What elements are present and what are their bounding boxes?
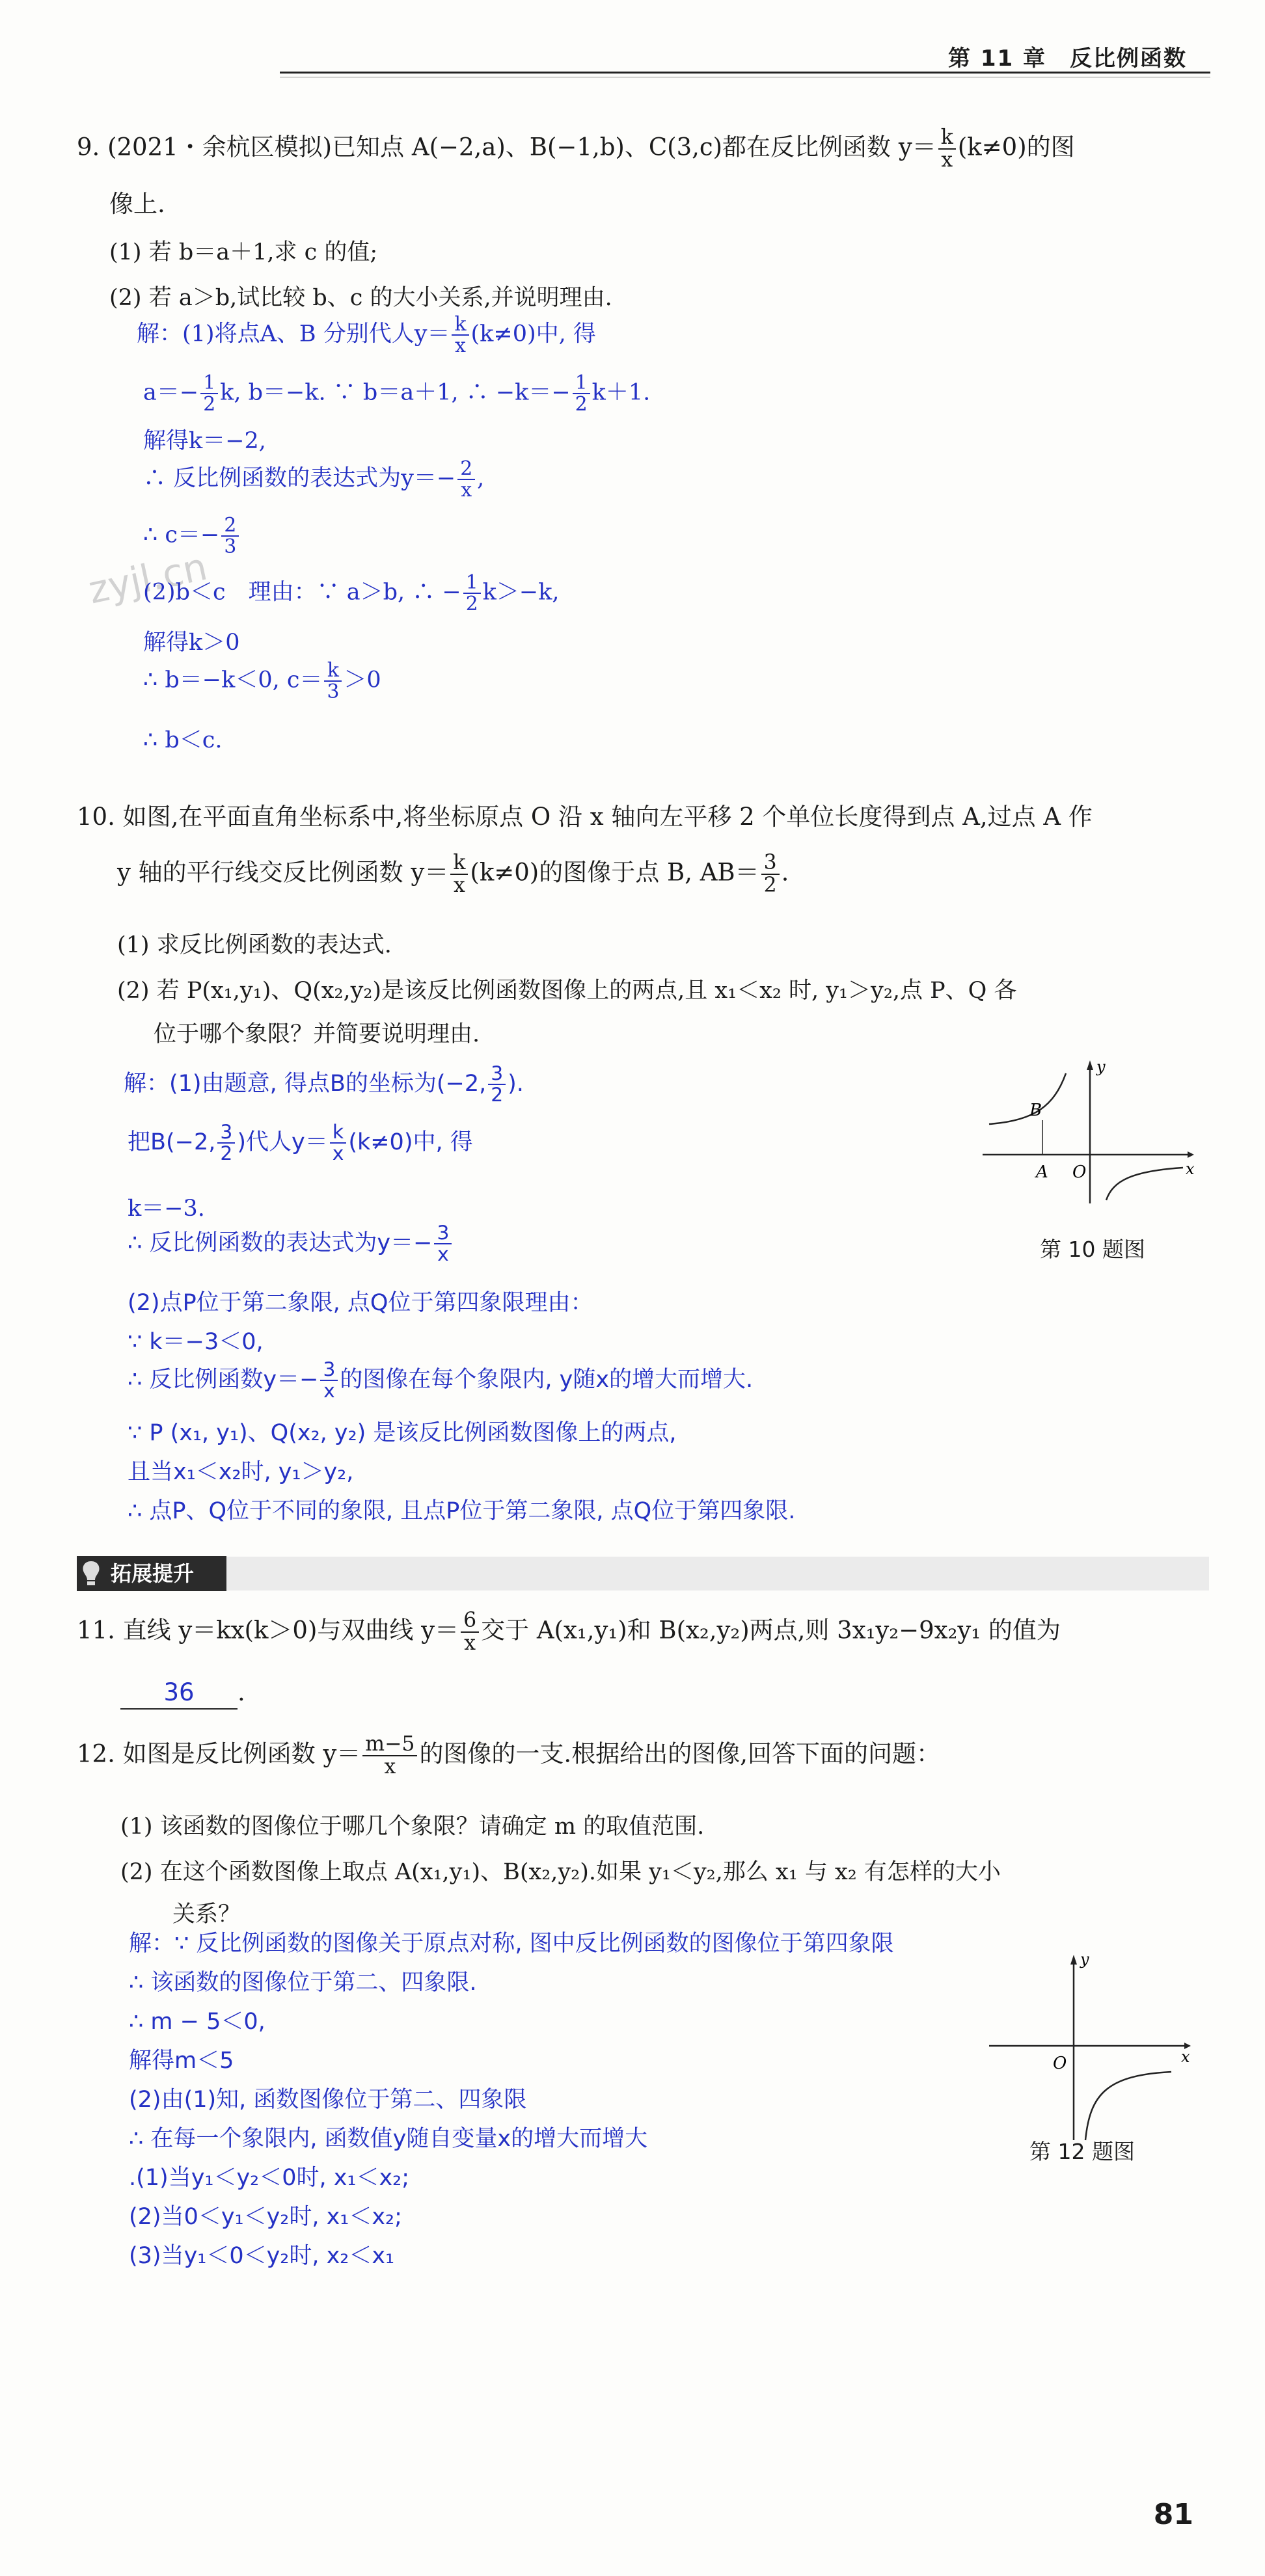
label-b: B	[1029, 1101, 1042, 1120]
q10-ans-l9: 且当x₁＜x₂时, y₁＞y₂,	[128, 1459, 354, 1485]
q11-answer-line: 36 .	[120, 1677, 245, 1710]
label-a: A	[1036, 1162, 1048, 1182]
q12-line1: 12. 如图是反比例函数 y＝ $\frac{m-5}{x}$ 的图像的一支.根据给出的图像,回答下面的问题：	[77, 1732, 940, 1779]
y-axis-arrow	[1087, 1060, 1093, 1070]
page-number: 81	[1153, 2498, 1193, 2531]
label-o: O	[1053, 2054, 1067, 2073]
q9-line2: 像上.	[109, 190, 165, 218]
q12-part1: (1) 该函数的图像位于哪几个象限？请确定 m 的取值范围.	[120, 1814, 705, 1840]
section-tag: 拓展提升	[77, 1556, 226, 1591]
q10-ans-l1: 解：(1)由题意, 得点B的坐标为(−2, $\frac{3}{2}$ ).	[124, 1062, 524, 1107]
q9-ans-l7: 解得k＞0	[143, 630, 240, 656]
q12-part2-l1: (2) 在这个函数图像上取点 A(x₁,y₁)、B(x₂,y₂).如果 y₁＜y₂,那么 x₁ 与 x₂ 有怎样的大小	[120, 1859, 1001, 1885]
watermark: zyjl.cn	[84, 544, 211, 613]
q10-part2-l1: (2) 若 P(x₁,y₁)、Q(x₂,y₂)是该反比例函数图像上的两点,且 x₁＜x₂ 时, y₁＞y₂,点 P、Q 各	[117, 978, 1017, 1004]
q12-part2-l2: 关系？	[172, 1901, 241, 1927]
q10-ans-l6: ∵ k＝−3＜0,	[128, 1329, 264, 1355]
q9-ans-l6: (2)b＜c 理由：∵ a＞b, ∴ − $\frac{1}{2}$ k＞−k,	[143, 571, 560, 616]
q9-ans-l4: ∴ 反比例函数的表达式为y＝− $\frac{2}{x}$ ,	[143, 457, 485, 502]
lightbulb-icon	[81, 1560, 102, 1587]
q12-ans-l1: 解：∵ 反比例函数的图像关于原点对称, 图中反比例函数的图像位于第四象限	[129, 1931, 894, 1957]
q10-line2: y 轴的平行线交反比例函数 y＝ $\frac{k}{x}$ (k≠0)的图像于点 B, AB＝ $\frac{3}{2}$ .	[117, 851, 789, 898]
q10-ans-l5: (2)点P位于第二象限, 点Q位于第四象限理由：	[128, 1290, 593, 1316]
chapter-header: 第 11 章 反比例函数	[948, 46, 1187, 72]
q10-ans-l4: ∴ 反比例函数的表达式为y＝− $\frac{3}{x}$	[128, 1223, 454, 1265]
q10-ans-l2: 把B(−2, $\frac{3}{2}$ )代人y＝ $\frac{k}{x}$ (k≠0)中, 得	[128, 1121, 473, 1166]
q12-ans-l5: (2)由(1)知, 函数图像位于第二、四象限	[129, 2087, 527, 2113]
q12-ans-l3: ∴ m − 5＜0,	[129, 2009, 265, 2035]
y-axis-arrow	[1070, 1955, 1077, 1965]
label-o: O	[1072, 1162, 1087, 1182]
q9-part1: (1) 若 b＝a＋1,求 c 的值;	[109, 239, 378, 265]
label-y: y	[1096, 1058, 1106, 1076]
label-x: x	[1181, 2048, 1190, 2066]
q9-ans-l3: 解得k＝−2,	[143, 428, 266, 454]
q9-line1: 9. (2021・余杭区模拟)已知点 A(−2,a)、B(−1,b)、C(3,c)都在反比例函数 y＝ $\frac{k}{x}$ (k≠0)的图	[77, 126, 1075, 172]
q10-ans-l8: ∵ P (x₁, y₁)、Q(x₂, y₂) 是该反比例函数图像上的两点,	[128, 1420, 677, 1446]
q9-fraction: $\frac{k}{x}$	[938, 127, 956, 171]
section-band	[77, 1557, 1209, 1590]
branch-quadrant-4	[1106, 1168, 1183, 1200]
q10-ans-l3: k＝−3.	[128, 1196, 205, 1222]
x-axis-arrow	[1188, 1151, 1194, 1158]
q9-part2: (2) 若 a＞b,试比较 b、c 的大小关系,并说明理由.	[109, 285, 612, 311]
q12-ans-l7: .(1)当y₁＜y₂＜0时, x₁＜x₂;	[129, 2165, 409, 2191]
q11-answer[interactable]: 36	[120, 1677, 238, 1710]
q12-ans-l9: (3)当y₁＜0＜y₂时, x₂＜x₁	[129, 2243, 395, 2269]
q10-figure	[976, 1054, 1197, 1210]
q10-part1: (1) 求反比例函数的表达式.	[117, 932, 392, 958]
q12-figure	[983, 1945, 1197, 2153]
q10-ans-l10: ∴ 点P、Q位于不同的象限, 且点P位于第二象限, 点Q位于第四象限.	[128, 1498, 796, 1524]
q9-ans-l8: ∴ b＝−k＜0, c＝ $\frac{k}{3}$ ＞0	[143, 659, 381, 704]
q9-ans-l1: 解：(1)将点A、B 分别代人y＝ $\frac{k}{x}$ (k≠0)中, 得	[137, 313, 596, 358]
branch-quadrant-4	[1085, 2072, 1171, 2140]
q12-ans-l4: 解得m＜5	[129, 2048, 234, 2074]
q12-ans-l8: (2)当0＜y₁＜y₂时, x₁＜x₂;	[129, 2204, 402, 2230]
q12-ans-l2: ∴ 该函数的图像位于第二、四象限.	[129, 1970, 477, 1996]
q9-ans-l2: a＝− $\frac{1}{2}$ k, b＝−k. ∵ b＝a＋1, ∴ −k＝− $\frac{1}{2}$ k＋1.	[143, 371, 651, 416]
branch-quadrant-2	[989, 1073, 1066, 1124]
q12-figure-caption: 第 12 题图	[1029, 2139, 1135, 2164]
q10-ans-l7: ∴ 反比例函数y＝− $\frac{3}{x}$ 的图像在每个象限内, y随x的增大而增大.	[128, 1358, 754, 1403]
q10-figure-caption: 第 10 题图	[1040, 1237, 1145, 1262]
label-x: x	[1186, 1160, 1195, 1178]
header-rule	[280, 72, 1210, 74]
q9-ans-l5: ∴ c＝− $\frac{2}{3}$	[143, 515, 241, 557]
label-y: y	[1080, 1950, 1089, 1968]
q10-line1: 10. 如图,在平面直角坐标系中,将坐标原点 O 沿 x 轴向左平移 2 个单位长度得到点 A,过点 A 作	[77, 803, 1093, 831]
q11-line1: 11. 直线 y＝kx(k＞0)与双曲线 y＝ $\frac{6}{x}$ 交于 A(x₁,y₁)和 B(x₂,y₂)两点,则 3x₁y₂−9x₂y₁ 的值为	[77, 1609, 1061, 1656]
q10-part2-l2: 位于哪个象限？并简要说明理由.	[154, 1021, 480, 1047]
q12-ans-l6: ∴ 在每一个象限内, 函数值y随自变量x的增大而增大	[129, 2126, 648, 2152]
q9-ans-l9: ∴ b＜c.	[143, 727, 223, 753]
